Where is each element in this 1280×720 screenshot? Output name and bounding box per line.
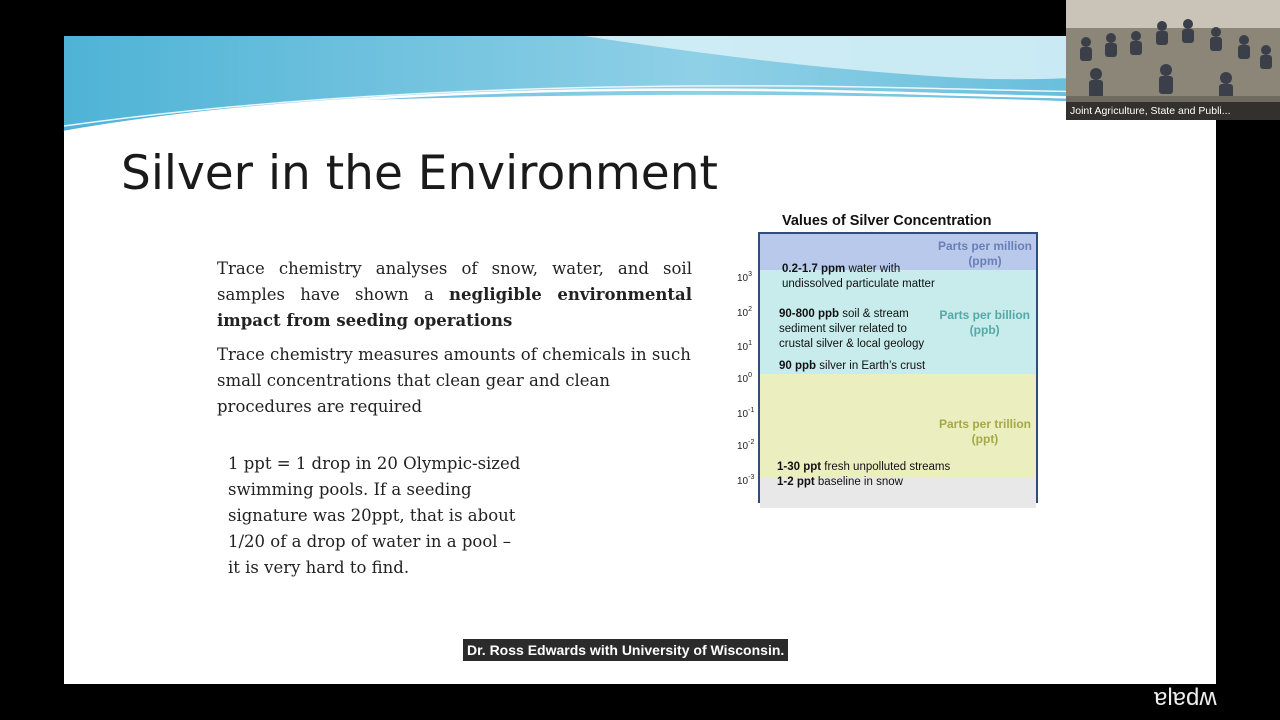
presentation-slide <box>64 36 1217 711</box>
y-tick-label: $10^3$ <box>737 271 753 284</box>
y-tick-label: $10^{-3}$ <box>737 474 755 487</box>
y-tick-label: $10^0$ <box>737 372 753 385</box>
band-label-ppb: Parts per billion (ppb) <box>939 308 1030 337</box>
y-tick-label: $10^2$ <box>737 306 753 319</box>
band-label-ppt: Parts per trillion (ppt) <box>938 417 1031 446</box>
y-tick-label: $10^{-2}$ <box>737 439 755 452</box>
slide-header-banner <box>64 36 1216 136</box>
video-participant-label: Joint Agriculture, State and Publi... <box>1066 102 1280 120</box>
band-label-ppm: Parts per million (ppm) <box>937 239 1032 268</box>
entry-snow-baseline: 1-2 ppt baseline in snow <box>777 476 903 488</box>
chart-title: Values of Silver Concentration <box>782 213 992 229</box>
entry-fresh-streams: 1-30 ppt fresh unpolluted streams <box>777 461 951 473</box>
entry-earth-crust: 90 ppb silver in Earth’s crust <box>779 360 926 372</box>
y-tick-label: $10^{-1}$ <box>737 407 755 420</box>
emphasis-negligible-impact: negligible environmental impact from seeding operations <box>217 285 692 330</box>
participant-video-thumbnail[interactable] <box>1066 0 1280 120</box>
paragraph-trace-chemistry: Trace chemistry measures amounts of chemicals in such small concentrations that clean gear and clean procedures are required <box>217 345 691 416</box>
silver-concentration-chart <box>758 232 1038 503</box>
paragraph-negligible-impact: Trace chemistry analyses of snow, water, and soil samples have shown a negligible environmental impact from seeding operations <box>217 259 692 330</box>
entry-soil-sediment: 90-800 ppb soil & stream sediment silver related to crustal silver & local geology <box>779 308 925 350</box>
entry-water-particulate: 0.2-1.7 ppm water with undissolved particulate matter <box>782 263 935 290</box>
speaker-caption: Dr. Ross Edwards with University of Wisconsin. <box>463 639 788 661</box>
watermark-logo: ɐlɐdʍ <box>1154 684 1217 711</box>
slide-body-text <box>217 256 692 428</box>
y-tick-label: $10^1$ <box>737 340 753 353</box>
slide-title: Silver in the Environment <box>121 146 718 201</box>
ppt-explanation-note: 1 ppt = 1 drop in 20 Olympic-sized swimming pools. If a seeding signature was 20ppt, that is about 1/20 of a drop of water in a pool – it is very hard to find. <box>228 454 521 577</box>
